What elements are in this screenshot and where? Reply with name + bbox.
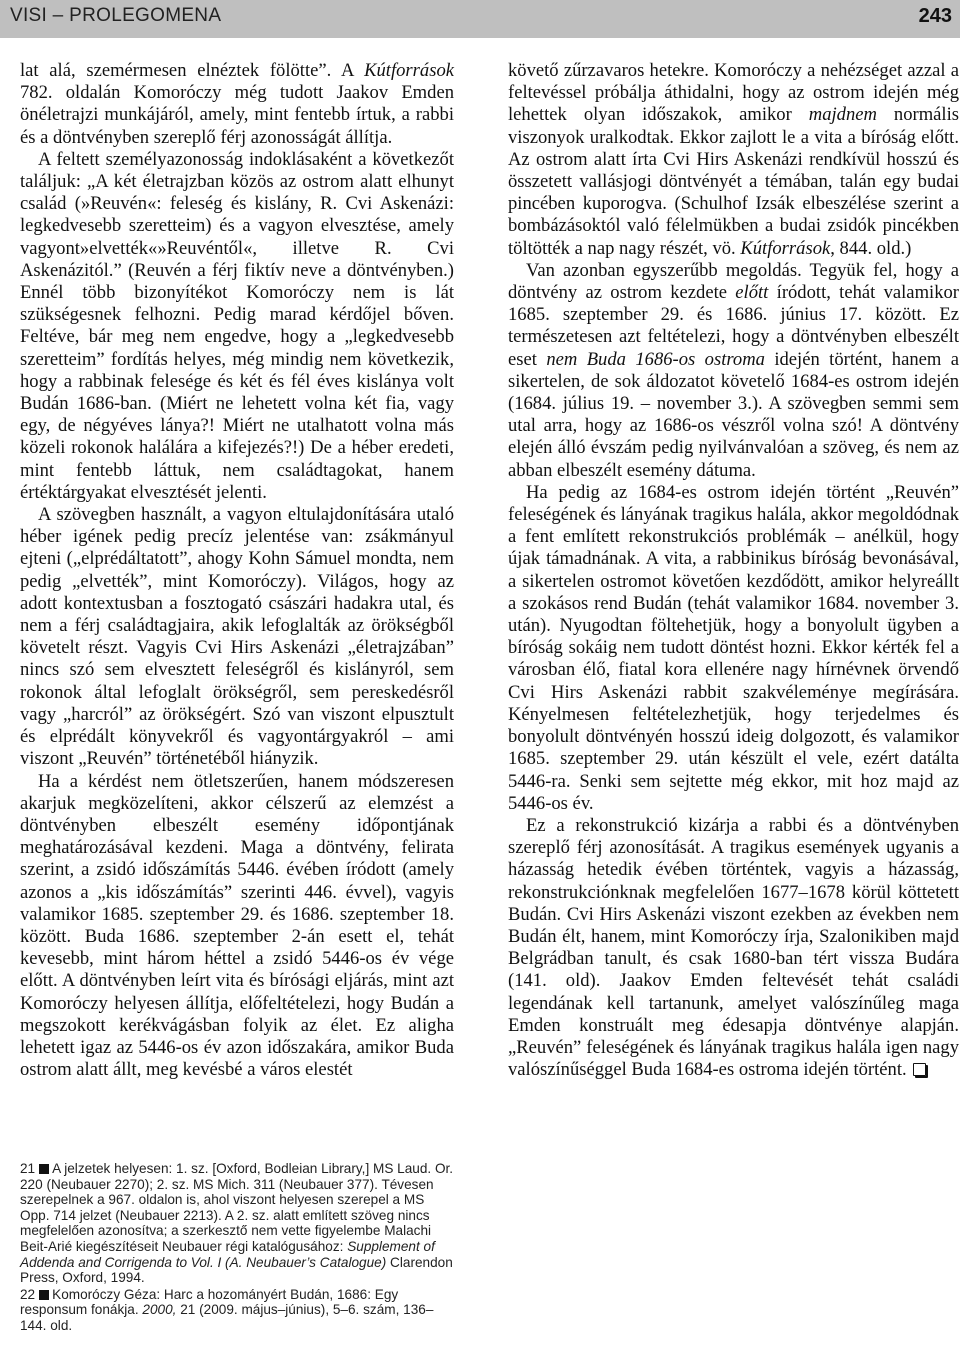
page-number: 243 xyxy=(918,5,952,27)
footnote xyxy=(20,1287,454,1334)
text-run: 21 (2009. május–június), 5–6. szám, 136–144. old. xyxy=(20,1302,434,1333)
text-run: A jelzetek helyesen: 1. sz. [Oxford, Bodleian Library,] MS Laud. Or. 220 (Neubauer 2270); 2. sz. MS Mich. 311 (Neubauer 377). Tévesen szerepelnek a 967. oldalon is, ahol viszont helyesen szerepel a MS Opp. 714 jelzet (Neubauer 2213). A 2. sz. alatt említett szöveg nincs megfelelően azonosítva; a szerkesztő nem vette figyelembe Malachi Beit-Arié kiegészítéseit Neubauer régi katalógusához: xyxy=(20,1161,454,1254)
end-of-article-icon xyxy=(913,1063,926,1076)
text-run: Komoróczy Géza: Harc a hozományért Budán, 1686: Egy responsum fonákja. xyxy=(20,1286,399,1318)
reference-title: 2000, xyxy=(142,1302,177,1318)
text-run: követő zűrzavaros hetekre. Komoróczy a nehézséget azzal a feltevéssel próbálja áthidalni, hogy az ostrom idején még lehettek olyan időszakok, amikor xyxy=(508,60,959,126)
section-title: VISI – PROLEGOMENA xyxy=(10,5,222,26)
left-text-column xyxy=(20,60,454,1081)
paragraph: Ha pedig az 1684-es ostrom idején történt „Reuvén” feleségének és lányának tragikus halála, akkor megoldódnak a fent említett rekonstrukciós problémák – anélkül, hogy újak támadnának. A vita, a rabbinikus bíróság bevonásával, a sikertelen ostromot követően kezdődött, amikor helyreállt a szokásos rend Budán (tehát valamikor 1684. november 3. után). Nyugodtan föltehetjük, hogy a bonyolult ügyben a bíróság sokáig nem tudott döntést hozni. Ekkor kérték fel a városban élő, fiatal kora ellenére nagy hírnévnek örvendő Cvi Hirs Askenázi rabbit szakvéleménye megírására. Kényelmesen feltételezhetjük, hogy terjedelmes és bonyolult döntvényén hosszú ideig dolgozott, és valamikor 1685. szeptember 29. után készült el vele, ezért datálta 5446-ra. Senki sem sejtette még ekkor, mit hoz majd az 5446-os év. xyxy=(508,481,959,814)
emphasis: előtt xyxy=(735,282,769,304)
footnote xyxy=(20,1161,454,1286)
text-run: Van azonban egyszerűbb megoldás. Tegyük fel, hogy a döntvény az ostrom kezdete xyxy=(508,259,959,304)
emphasis: majdnem xyxy=(808,104,877,126)
reference-title: Supplement of Addenda and Corrigenda to Vol. I (A. Neubauer’s Catalogue) xyxy=(20,1238,435,1270)
emphasis: nem Buda 1686-os ostroma xyxy=(546,348,765,370)
text-run: 782. oldalán Komoróczy még tudott Jaakov Emden önéletrajzi munkájáról, amely, mint fentebb írtuk, a rabbi és a döntvényben szereplő férj azonosságát állítja. xyxy=(20,82,454,148)
paragraph xyxy=(20,60,454,149)
running-header xyxy=(0,0,960,38)
text-run: idején történt, hanem a sikertelen, de sok áldozatot követelő 1684-es ostrom idején (1684. július 19. – november 3.). A szövegben semmi sem utal arra, hogy az 1686-os vészről volna szó! A döntvény elején álló évszám pedig nyilvánvalóan a szöveg, és nem az abban elbeszélt esemény dátuma. xyxy=(508,348,959,481)
square-bullet-icon xyxy=(39,1164,49,1174)
footnote-number: 21 xyxy=(20,1161,36,1176)
reference-title: Kútforrások xyxy=(740,237,831,259)
paragraph: A feltett személyazonosság indoklásaként a következőt találjuk: „A két életrajzban közös az ostrom alatt elhunyt család (»Reuvén«: feleség és kislány, R. Cvi Askenázi: legkedvesebb szeretteim) és a vagyon elvesztése, amely vagyont»elvették«»Reuvéntől«, illetve R. Cvi Askenázitól.” (Reuvén a férj fiktív neve a döntvényben.) Ennél több bizonyítékot Komoróczy nem is lát szükségesnek felhozni. Pedig marad kérdőjel bőven. Feltéve, bár meg nem engedve, hogy a „legkedvesebb szeretteim” fordítás helyes, még mindig nem következik, hogy a rabbinak felesége és két és fél éves kislánya volt Budán 1686-ban. (Miért ne lehetett volna két fia, vagy egy, de négyéves lánya?! Miért ne utalhatott volna más közeli rokonok halálára a kifejezés?!) De a héber eredeti, mint fentebb láttuk, nem családtagokat, hanem értéktárgyakat elvesztését jelenti. xyxy=(20,148,454,503)
footnote-number: 22 xyxy=(20,1286,36,1302)
paragraph: Ha a kérdést nem ötletszerűen, hanem módszeresen akarjuk megközelíteni, akkor célszerű az elemzést a döntvényben elbeszélt esemény időpontjának meghatározásával kezdeni. Maga a döntvény, felirata szerint, a zsidó időszámítás 5446. évében íródott (amely azonos a „kis időszámítás” szerinti 446. évvel), vagyis valamikor 1685. szeptember 29. és 1686. szeptember 18. között. Buda 1686. szeptember 2-án esett el, tehát kevesebb, mint három héttel a zsidó 5446-os év vége előtt. A döntvényben leírt vita és bírósági eljárás, mint azt Komoróczy helyesen állítja, előfeltételezi, hogy Budán a megszokott kerékvágásban folyik az élet. Ez aligha lehetett igaz az 5446-os év azon időszakára, amikor Buda ostrom alatt állt, meg kevésbé a város elestét xyxy=(20,770,454,1081)
paragraph: A szövegben használt, a vagyon eltulajdonítására utaló héber igének pedig precíz jelentése van: zsákmányul ejteni („elprédáltatott”, ahogy Kohn Sámuel mondta, nem pedig „elvették”, mint Komoróczy). Világos, hogy az adott kontextusban a fosztogató császári hadakra utal, és nem a férj családtagjaira, akik lefoglalták az örökségből követelt részt. Vagyis Cvi Hirs Askenázi „életrajzában” nincs szó sem elvesztett feleségről és kislányról, sem rokonok által lefoglalt örökségről, sem pereskedésről vagy „harcról” az örökségért. Szó van viszont elpusztult és elprédált könyvekről és vagyontárgyakról – ami viszont „Reuvén” történetéből hiányzik. xyxy=(20,504,454,770)
text-run: , 844. old.) xyxy=(830,237,912,259)
text-run: Ez a rekonstrukció kizárja a rabbi és a döntvényben szereplő férj azonosítását. A tragikus események ugyanis a házasság hetedik évében történtek, vagyis a házasság, rekonstrukciónknak megfelelően 1677–1678 körül köttetett Budán. Cvi Hirs Askenázi viszont ezekben az években nem Budán élt, hanem, mint Komoróczy írja, Szalonikiben majd Belgrádban tanult, és csak 1680-ban tért vissza Budára (141. old). Jaakov Emden feltevését tehát családi legendának kell tartanunk, amelyet valószínűleg maga Emden konstruált meg édesapja döntvénye alapján. „Reuvén” feleségének és lányának tragikus halála igen nagy valószínűséggel Buda 1684-es ostroma idején történt. xyxy=(508,814,959,1081)
footnotes xyxy=(20,1161,454,1335)
text-run: lat alá, szemérmesen elnéztek fölötte”. A xyxy=(20,60,365,81)
text-run: íródott, tehát valamikor 1685. szeptember 29. és 1686. június 17. között. Ez természetesen azt feltételezi, hogy a döntvényben elbeszélt eset xyxy=(508,282,959,370)
text-run: normális viszonyok uralkodtak. Ekkor zajlott le a vita a bíróság előtt. Az ostrom alatt írta Cvi Hirs Askenázi rendkívül hosszú és összetett vallásjogi döntvényét a témában, talán egy budai pincében kuporogva. (Schulhof Izsák elbeszélése szerint a bombázásoktól való félelmükben a budai zsidók pincékben töltötték a nap nagy részét, vö. xyxy=(508,104,959,259)
reference-title: Kútforrások xyxy=(364,60,454,81)
text-run: Clarendon Press, Oxford, 1994. xyxy=(20,1254,453,1286)
square-bullet-icon xyxy=(39,1290,49,1300)
right-text-column xyxy=(508,60,959,1081)
paragraph xyxy=(508,815,959,1081)
paragraph xyxy=(508,260,959,482)
paragraph xyxy=(508,60,959,260)
